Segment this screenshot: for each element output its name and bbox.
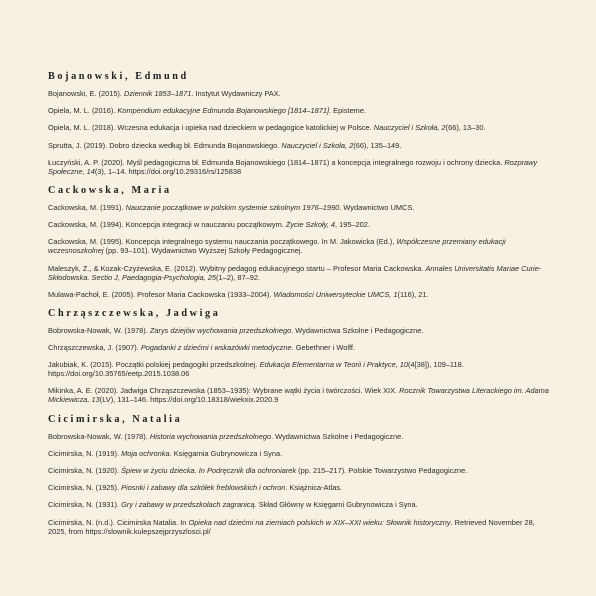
reference-title-italic: Historia wychowania przedszkolnego <box>149 431 272 441</box>
reference-text: Cackowska, M. (1994). Koncepcja integracji w nauczaniu początkowym. <box>48 220 286 230</box>
bibliography-section <box>48 413 553 536</box>
reference-text: (pp. 215–217). Polskie Towarzystwo Pedagogiczne. <box>296 466 468 475</box>
reference-entry <box>48 360 553 378</box>
reference-entry <box>48 203 553 212</box>
reference-entry <box>48 466 553 475</box>
reference-title-italic: Dziennik 1853–1871 <box>124 89 192 98</box>
reference-text: (1–2), 87–92. <box>216 272 261 282</box>
reference-title-italic: Rozprawy Społeczne, 14 <box>48 157 538 176</box>
reference-text: (4[38]), 109–118. https://doi.org/10.35765/eetp.2015.1038.06 <box>48 360 464 379</box>
reference-text: Cackowska, M. (1991). <box>48 202 126 212</box>
reference-entry <box>48 237 553 255</box>
bibliography-section <box>48 184 553 299</box>
reference-title-italic: Rocznik Towarzystwa Literackiego im. Adama Mickiewicza, 13 <box>48 386 549 405</box>
reference-entry <box>48 89 553 98</box>
reference-entry <box>48 518 553 536</box>
reference-text: (pp. 93–101). Wydawnictwo Wyższej Szkoły Pedagogicznej. <box>103 246 303 256</box>
reference-text: Sprutta, J. (2019). Dobro dziecka według bł. Edmunda Bojanowskiego. <box>48 140 282 150</box>
reference-title-italic: Wiadomości Uniwersyteckie UMCS, 1 <box>273 289 398 299</box>
reference-entry <box>48 220 553 229</box>
reference-text: , 195–202. <box>335 220 370 230</box>
bibliography-section <box>48 307 553 405</box>
reference-text: Łuczyński, A. P. (2020). Myśl pedagogiczna bł. Edmunda Bojanowskiego (1814–1871) a koncepcja integralnego rozwoju i ochrony dziecka. <box>48 157 505 167</box>
reference-title-italic: Annales Universitatis Mariae Curie-Skłodowska. Sectio J, Paedagogia-Psychologia, 25 <box>48 263 542 282</box>
reference-text: Bobrowska-Nowak, W. (1978). <box>48 431 150 441</box>
reference-entry <box>48 106 553 115</box>
reference-entry <box>48 158 553 176</box>
reference-title-italic: Opieka nad dziećmi na ziemiach polskich w XIX–XXI wieku: Słownik historyczny <box>188 517 451 527</box>
reference-text: . Retrieved November 28, 2025, from https://slownik.kulepszejprzyszlosci.pl/ <box>48 517 535 536</box>
reference-text: (LV), 131–146. https://doi.org/10.18318/wiekxix.2020.9 <box>99 395 279 405</box>
reference-title-italic: Nauczyciel i Szkoła, 2 <box>373 123 446 133</box>
bibliography-content <box>48 70 553 544</box>
reference-title-italic: Gry i zabawy w przedszkolach zagranicą <box>121 500 255 510</box>
reference-text: Mulawa-Pachoł, E. (2005). Profesor Maria Cackowska (1933–2004). <box>48 289 274 299</box>
reference-text: Cicimirska, N. (1925). <box>48 483 122 493</box>
reference-entry <box>48 449 553 458</box>
reference-text: . Księgarnia Gubrynowicza i Syna. <box>169 448 283 458</box>
reference-text: Maleszyk, Z., & Kozak-Czyżewska, E. (2012). Wybitny pedagog edukacyjnego startu – Profesor Maria Cackowska. <box>48 263 426 273</box>
reference-text: Bobrowska-Nowak, W. (1978). <box>48 325 150 335</box>
reference-text: Opiela, M. L. (2018). Wczesna edukacja i opieka nad dzieckiem w pedagogice katolickiej w Polsce. <box>48 123 374 133</box>
section-heading: Chrząszczewska, Jadwiga <box>48 307 221 319</box>
reference-title-italic: Życie Szkoły, 4 <box>285 220 335 230</box>
reference-title-italic: Nauczyciel i Szkoła, 2 <box>281 140 354 150</box>
reference-text: Opiela, M. L. (2016). <box>48 106 118 116</box>
reference-text: . Wydawnictwa Szkolne i Pedagogiczne. <box>291 325 424 335</box>
reference-title-italic: Pogadanki z dziećmi i wskazówki metodyczne <box>140 343 292 353</box>
reference-entry <box>48 386 553 404</box>
reference-title-italic: Moja ochronka <box>121 448 170 458</box>
reference-entry <box>48 343 553 352</box>
reference-entry <box>48 483 553 492</box>
reference-text: Jakubiak, K. (2015). Początki polskiej pedagogiki przedszkolnej. <box>48 360 260 370</box>
reference-text: Cicimirska, N. (1919). <box>48 448 122 458</box>
reference-text: Cicimirska, N. (1931). <box>48 500 122 510</box>
reference-entry <box>48 123 553 132</box>
reference-title-italic: Współczesne przemiany edukacji wczesnoszkolnej <box>48 237 506 256</box>
reference-text: (116), 21. <box>397 289 429 299</box>
reference-title-italic: Edukacja Elementarna w Teorii i Praktyce, 10 <box>259 360 409 370</box>
reference-entry <box>48 264 553 282</box>
reference-text: . Skład Główny w Księgarni Gubrynowicza i Syna. <box>254 500 418 510</box>
reference-title-italic: Piosnki i zabawy dla szkółek freblowskich i ochron <box>121 483 286 493</box>
section-heading: Cackowska, Maria <box>48 184 172 196</box>
reference-entry <box>48 326 553 335</box>
reference-title-italic: Nauczanie początkowe w polskim systemie szkolnym 1976–1990 <box>125 202 340 212</box>
reference-text: (66), 135–149. <box>353 140 402 150</box>
reference-text: . Instytut Wydawniczy PAX. <box>191 89 281 98</box>
reference-text: . Książnica-Atlas. <box>285 483 343 493</box>
reference-title-italic: Zarys dziejów wychowania przedszkolnego <box>149 325 292 335</box>
reference-text: . Episteme. <box>329 106 366 116</box>
reference-text: Cicimirska, N. (1920). <box>48 466 122 475</box>
reference-entry <box>48 290 553 299</box>
reference-entry <box>48 500 553 509</box>
reference-title-italic: Śpiew w życiu dziecka. In Podręcznik dla ochroniarek <box>121 466 297 475</box>
reference-title-italic: Kompendium edukacyjne Edmunda Bojanowskiego [1814–1871] <box>117 106 330 116</box>
reference-entry <box>48 432 553 441</box>
reference-text: . Wydawnictwo UMCS. <box>339 202 415 212</box>
reference-text: Cackowska, M. (1995). Koncepcja integralnego systemu nauczania początkowego. In M. Jakowicka (Ed.), <box>48 237 397 247</box>
reference-text: Bojanowski, E. (2015). <box>48 89 124 98</box>
reference-text: Mikinka, A. E. (2020). Jadwiga Chrząszczewska (1853–1935): Wybrane wątki życia i twórczości. Wiek XIX. <box>48 386 400 396</box>
section-heading: Cicimirska, Natalia <box>48 413 183 425</box>
reference-text: (3), 1–14. https://doi.org/10.29316/rs/125838 <box>94 166 242 176</box>
reference-text: Cicimirska, N. (n.d.). Cicimirska Natalia. In <box>48 517 189 527</box>
reference-text: . Wydawnictwa Szkolne i Pedagogiczne. <box>271 431 404 441</box>
reference-text: . Gebethner i Wolff. <box>291 343 355 353</box>
section-heading: Bojanowski, Edmund <box>48 71 189 82</box>
bibliography-section <box>48 70 553 176</box>
reference-entry <box>48 141 553 150</box>
reference-text: Chrząszczewska, J. (1907). <box>48 343 141 353</box>
reference-text: (66), 13–30. <box>445 123 486 133</box>
